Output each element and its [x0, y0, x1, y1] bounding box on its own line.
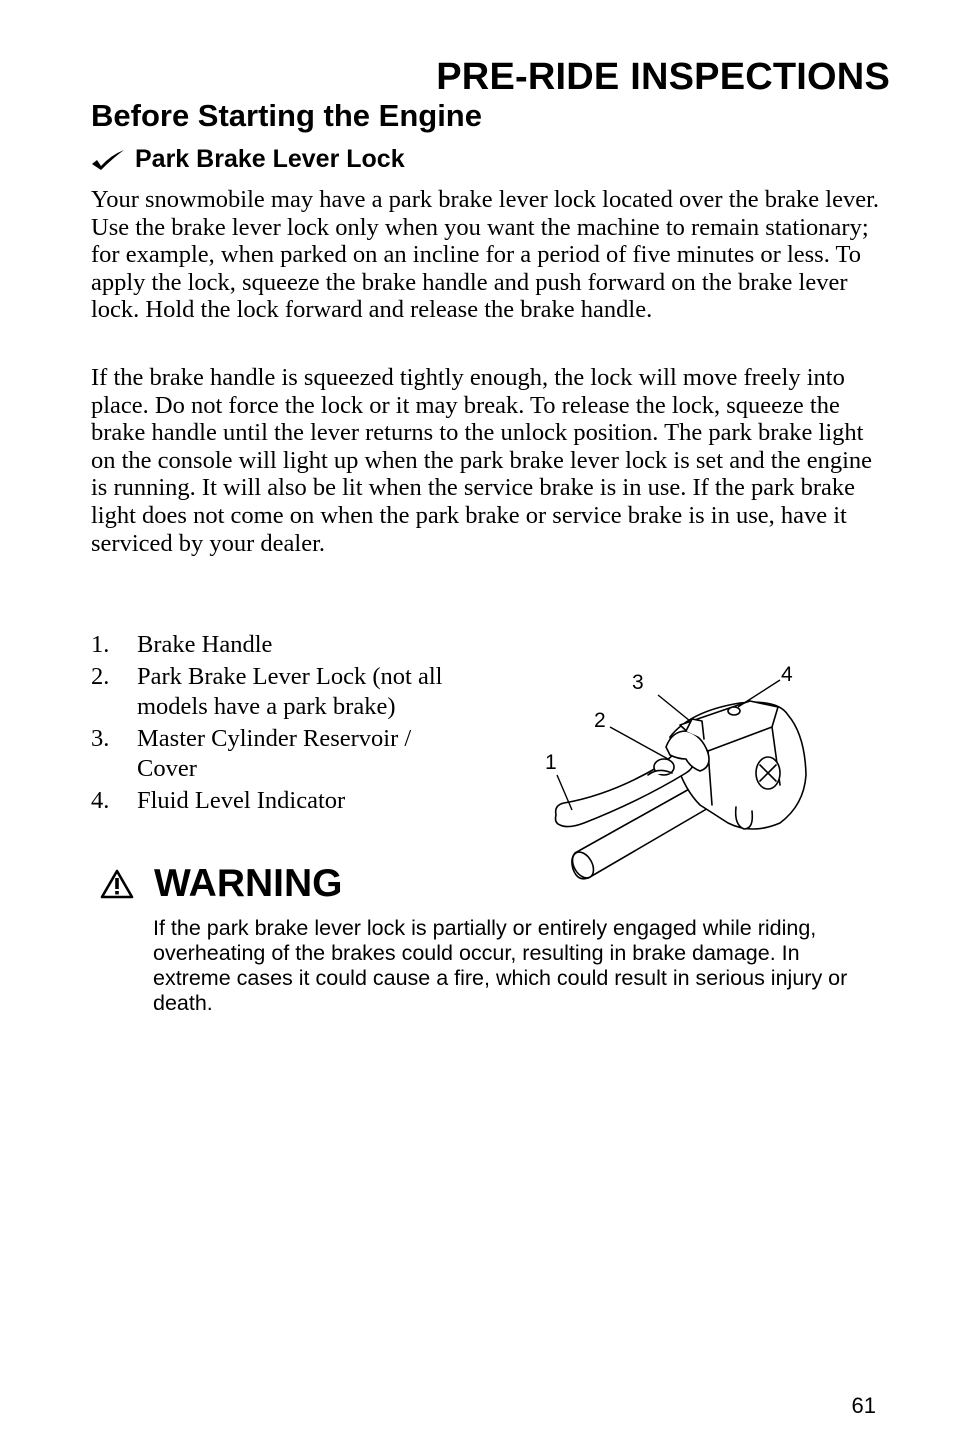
figure-legend [91, 630, 461, 818]
callout-2: 2 [594, 709, 606, 732]
page-header: PRE-RIDE INSPECTIONS [436, 56, 890, 98]
page-number: 61 [851, 1393, 876, 1418]
section-title: Before Starting the Engine [91, 98, 482, 133]
legend-item [91, 724, 461, 784]
brake-lever-illustration [540, 655, 820, 885]
callout-3: 3 [632, 671, 644, 694]
legend-item [91, 662, 461, 722]
warning-text: If the park brake lever lock is partially or entirely engaged while riding, overheating of the brakes could occur, resulting in brake damage. In extreme cases it could cause a fire, which could result in serious injury or death. [153, 916, 848, 1015]
paragraph-1: Your snowmobile may have a park brake lever lock located over the brake lever. Use the brake lever lock only when you want the machine to remain stationary; for example, when parked on an incline for a period of five minutes or less. To apply the lock, squeeze the brake handle and push forward on the brake lever lock. Hold the lock forward and release the brake handle. [91, 186, 880, 324]
warning-triangle-icon [100, 869, 134, 899]
legend-text: Brake Handle [137, 631, 273, 658]
subsection-heading [91, 145, 405, 174]
warning-heading [100, 862, 343, 906]
legend-number: 1. [91, 631, 110, 658]
brake-assembly-drawing [540, 655, 820, 885]
legend-number: 4. [91, 787, 110, 814]
paragraph-2: If the brake handle is squeezed tightly enough, the lock will move freely into place. Do not force the lock or it may break. To release the lock, squeeze the brake handle until the lever returns to the unlock position. The park brake light on the console will light up when the park brake lever lock is set and the engine is running. It will also be lit when the service brake is in use. If the park brake light does not come on when the park brake or service brake is in use, have it serviced by your dealer. [91, 364, 873, 557]
checkmark-icon [91, 149, 125, 171]
legend-text: Park Brake Lever Lock (not all models have a park brake) [137, 663, 443, 720]
legend-item [91, 630, 461, 660]
legend-text: Master Cylinder Reservoir / Cover [137, 725, 412, 782]
legend-text: Fluid Level Indicator [137, 787, 346, 814]
legend-number: 2. [91, 663, 110, 690]
callout-1: 1 [545, 751, 557, 774]
callout-4: 4 [781, 663, 793, 686]
legend-item [91, 786, 461, 816]
legend-number: 3. [91, 725, 110, 752]
warning-title: WARNING [154, 862, 343, 905]
subsection-title: Park Brake Lever Lock [135, 145, 405, 173]
